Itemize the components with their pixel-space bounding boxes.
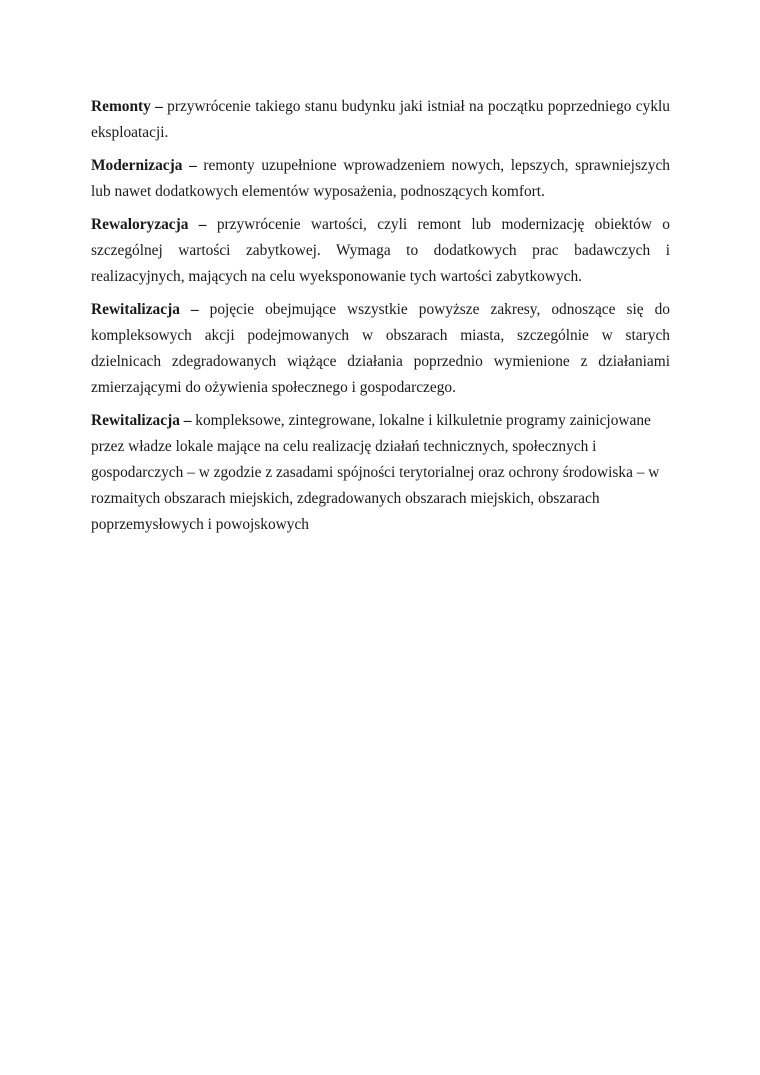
- definition-text: pojęcie obejmujące wszystkie powyższe zakresy, odnoszące się do kompleksowych akcji podejmowanych w obszarach miasta, szczególnie w starych dzielnicach zdegradowanych wiążące działania poprzednio wymienione z działaniami zmierzającymi do ożywienia społecznego i gospodarczego.: [91, 301, 670, 396]
- definition-term: Rewitalizacja –: [91, 301, 199, 318]
- definition-term: Rewaloryzacja –: [91, 216, 207, 233]
- definition-text: kompleksowe, zintegrowane, lokalne i kilkuletnie programy zainicjowane przez władze lokale mające na celu realizację działań technicznych, społecznych i gospodarczych – w zgodzie z zasadami spójności terytorialnej oraz ochrony środowiska – w rozmaitych obszarach miejskich, zdegradowanych obszarach miejskich, obszarach poprzemysłowych i powojskowych: [91, 412, 660, 533]
- definition-term: Modernizacja –: [91, 157, 197, 174]
- definition-term: Remonty –: [91, 98, 163, 115]
- definition-term: Rewitalizacja –: [91, 412, 192, 429]
- definition-rewitalizacja-1: [91, 297, 670, 401]
- definition-text: przywrócenie wartości, czyli remont lub modernizację obiektów o szczególnej wartości zabytkowej. Wymaga to dodatkowych prac badawczych i realizacyjnych, mających na celu wyeksponowanie tych wartości zabytkowych.: [91, 216, 670, 285]
- definition-rewaloryzacja: [91, 212, 670, 290]
- definition-modernizacja: [91, 153, 670, 205]
- definition-rewitalizacja-2: [91, 408, 670, 538]
- document-body: [91, 94, 670, 545]
- definition-remonty: [91, 94, 670, 146]
- definition-text: przywrócenie takiego stanu budynku jaki istniał na początku poprzedniego cyklu eksploatacji.: [91, 98, 670, 141]
- definition-text: remonty uzupełnione wprowadzeniem nowych, lepszych, sprawniejszych lub nawet dodatkowych elementów wyposażenia, podnoszących komfort.: [91, 157, 670, 200]
